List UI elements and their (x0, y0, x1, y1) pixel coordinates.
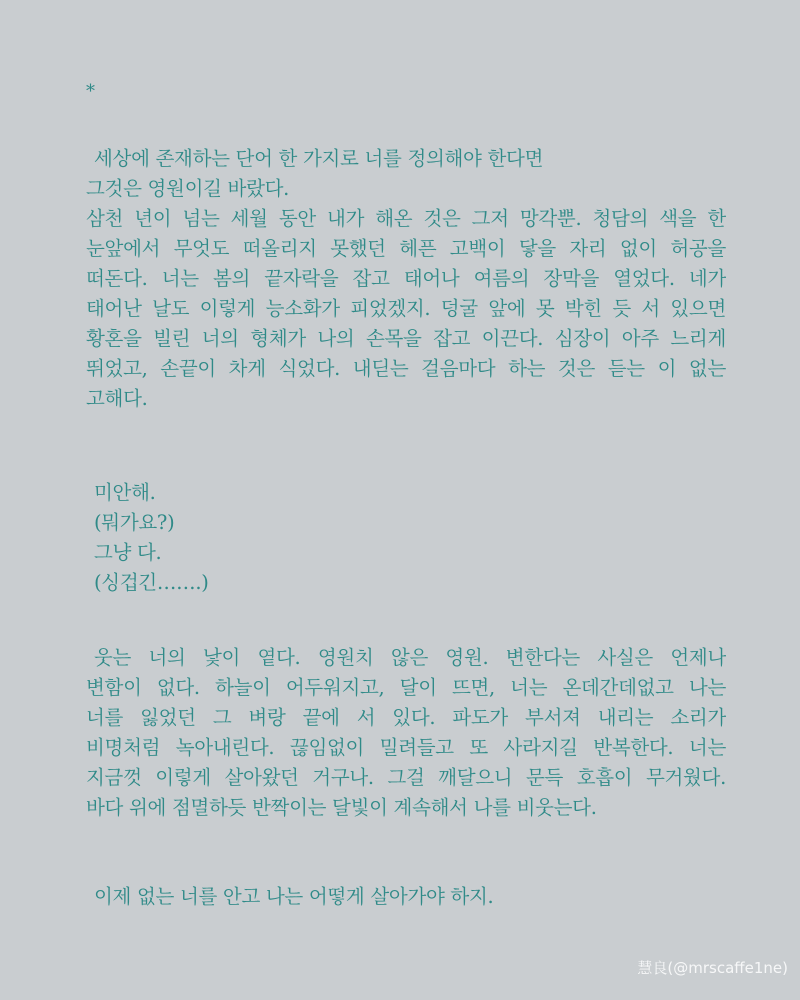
author-watermark: 慧良(@mrscaffe1ne) (637, 959, 788, 977)
dialogue-line: (뭐가요?) (94, 511, 175, 534)
paragraph-line: 떠돈다. 너는 봄의 끝자락을 잡고 태어나 여름의 장막을 열었다. 네가 (86, 267, 726, 290)
dialogue-line: 미안해. (94, 481, 156, 504)
paragraph-line: 그것은 영원이길 바랐다. (86, 177, 290, 200)
paragraph-line: 뛰었고, 손끝이 차게 식었다. 내딛는 걸음마다 하는 것은 듣는 이 없는 (86, 357, 726, 380)
paragraph-line: 비명처럼 녹아내린다. 끊임없이 밀려들고 또 사라지길 반복한다. 너는 (86, 736, 726, 759)
paragraph-line: 황혼을 빌린 너의 형체가 나의 손목을 잡고 이끈다. 심장이 아주 느리게 (86, 327, 726, 350)
paragraph-line: 태어난 날도 이렇게 능소화가 피었겠지. 덩굴 앞에 못 박힌 듯 서 있으면 (86, 297, 726, 320)
paragraph-line: 바다 위에 점멸하듯 반짝이는 달빛이 계속해서 나를 비웃는다. (86, 796, 597, 819)
paragraph-line: 너를 잃었던 그 벼랑 끝에 서 있다. 파도가 부서져 내리는 소리가 (86, 706, 726, 729)
dialogue-line: (싱겁긴…….) (94, 571, 209, 594)
closing-line: 이제 없는 너를 안고 나는 어떻게 살아가야 하지. (94, 885, 494, 908)
closing-block (86, 882, 726, 912)
paragraph-line: 웃는 너의 낯이 옅다. 영원치 않은 영원. 변한다는 사실은 언제나 (94, 646, 726, 669)
paragraph-one (86, 144, 726, 414)
dialogue-block (86, 478, 726, 598)
paragraph-line: 눈앞에서 무엇도 떠올리지 못했던 헤픈 고백이 닿을 자리 없이 허공을 (86, 237, 726, 260)
paragraph-line: 지금껏 이렇게 살아왔던 거구나. 그걸 깨달으니 문득 호흡이 무거웠다. (86, 766, 726, 789)
paragraph-line: 고해다. (86, 387, 148, 410)
paragraph-line: 삼천 년이 넘는 세월 동안 내가 해온 것은 그저 망각뿐. 청담의 색을 한 (86, 207, 726, 230)
paragraph-two (86, 643, 726, 823)
paragraph-line: 변함이 없다. 하늘이 어두워지고, 달이 뜨면, 너는 온데간데없고 나는 (86, 676, 726, 699)
dialogue-line: 그냥 다. (94, 541, 162, 564)
section-asterisk: * (86, 81, 95, 102)
paragraph-line: 세상에 존재하는 단어 한 가지로 너를 정의해야 한다면 (94, 147, 544, 170)
